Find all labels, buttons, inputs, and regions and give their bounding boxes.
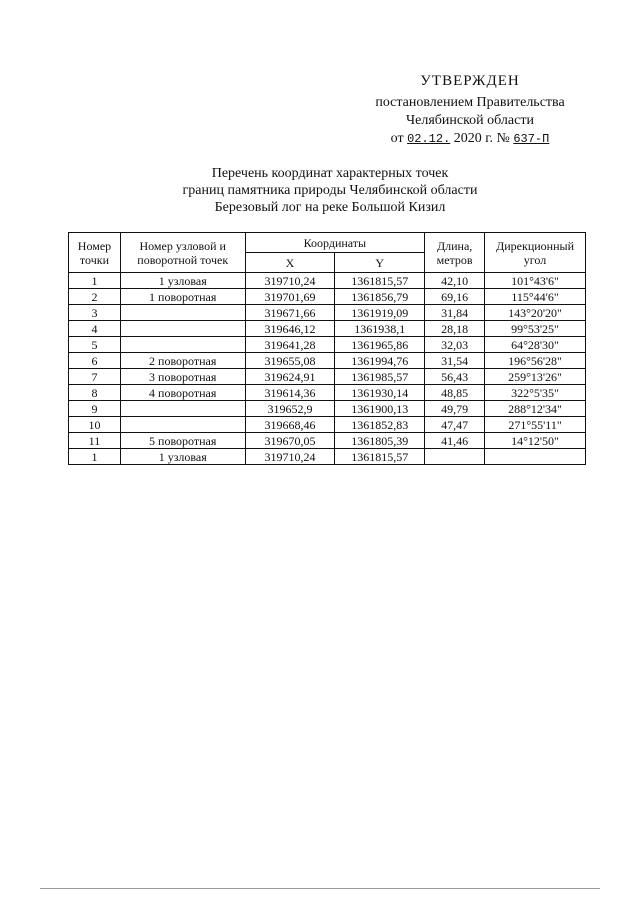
title-line1: Перечень координат характерных точек [211,166,449,181]
table-row [69,401,586,417]
page-edge-line [40,888,600,889]
cell-y: 1361805,39 [335,433,425,449]
approval-number: 637-П [513,132,550,146]
cell-node: 1 узловая [120,449,245,465]
cell-length: 49,79 [425,401,485,417]
table-row [69,289,586,305]
number-prefix: № [496,131,510,146]
document-title [120,165,540,216]
cell-angle: 115°44'6" [485,289,586,305]
header-y: Y [335,253,425,273]
cell-node: 4 поворотная [120,385,245,401]
cell-x: 319646,12 [245,321,335,337]
table-row [69,321,586,337]
approval-date: 02.12. [407,132,451,146]
cell-point-no: 1 [69,273,121,289]
cell-point-no: 7 [69,369,121,385]
cell-point-no: 1 [69,449,121,465]
approval-heading: УТВЕРЖДЕН [420,73,520,89]
approval-dateline [350,130,590,148]
cell-length: 28,18 [425,321,485,337]
table-row [69,449,586,465]
cell-length [425,449,485,465]
cell-point-no: 9 [69,401,121,417]
cell-x: 319670,05 [245,433,335,449]
cell-length: 47,47 [425,417,485,433]
cell-y: 1361994,76 [335,353,425,369]
cell-angle: 14°12'50" [485,433,586,449]
title-line2: границ памятника природы Челябинской области [182,183,478,198]
cell-point-no: 5 [69,337,121,353]
cell-x: 319671,66 [245,305,335,321]
cell-x: 319624,91 [245,369,335,385]
cell-angle: 259°13'26" [485,369,586,385]
cell-node: 5 поворотная [120,433,245,449]
cell-y: 1361930,14 [335,385,425,401]
cell-length: 31,84 [425,305,485,321]
cell-node: 1 узловая [120,273,245,289]
approval-line1: постановлением Правительства [375,95,565,110]
cell-point-no: 10 [69,417,121,433]
cell-node [120,337,245,353]
table-body [69,273,586,465]
header-length: Длина, метров [425,233,485,273]
cell-length: 32,03 [425,337,485,353]
cell-node [120,401,245,417]
cell-y: 1361815,57 [335,273,425,289]
approval-year: 2020 г. [453,131,493,146]
cell-y: 1361900,13 [335,401,425,417]
cell-angle: 143°20'20" [485,305,586,321]
cell-node: 2 поворотная [120,353,245,369]
date-prefix: от [390,131,404,146]
table-row [69,369,586,385]
cell-x: 319641,28 [245,337,335,353]
header-point-no: Номер точки [69,233,121,273]
approval-block [350,72,590,148]
cell-angle: 99°53'25" [485,321,586,337]
table-row [69,337,586,353]
cell-point-no: 8 [69,385,121,401]
cell-y: 1361856,79 [335,289,425,305]
cell-y: 1361985,57 [335,369,425,385]
cell-angle: 288°12'34" [485,401,586,417]
cell-y: 1361919,09 [335,305,425,321]
header-x: X [245,253,335,273]
cell-x: 319614,36 [245,385,335,401]
cell-y: 1361965,86 [335,337,425,353]
table-row [69,385,586,401]
table-row [69,305,586,321]
cell-point-no: 4 [69,321,121,337]
header-coords: Координаты [245,233,425,253]
cell-point-no: 11 [69,433,121,449]
cell-angle: 101°43'6" [485,273,586,289]
cell-x: 319652,9 [245,401,335,417]
cell-length: 69,16 [425,289,485,305]
cell-angle: 322°5'35" [485,385,586,401]
cell-angle: 64°28'30" [485,337,586,353]
cell-point-no: 3 [69,305,121,321]
cell-x: 319710,24 [245,449,335,465]
cell-point-no: 6 [69,353,121,369]
cell-node [120,417,245,433]
cell-y: 1361815,57 [335,449,425,465]
cell-angle [485,449,586,465]
approval-line2: Челябинской области [406,113,534,128]
cell-node: 1 поворотная [120,289,245,305]
header-angle: Дирекционный угол [485,233,586,273]
coordinates-table [68,232,586,465]
cell-angle: 271°55'11" [485,417,586,433]
cell-x: 319710,24 [245,273,335,289]
cell-angle: 196°56'28" [485,353,586,369]
cell-length: 41,46 [425,433,485,449]
cell-node [120,305,245,321]
cell-node: 3 поворотная [120,369,245,385]
table-row [69,433,586,449]
cell-length: 42,10 [425,273,485,289]
title-line3: Березовый лог на реке Большой Кизил [214,200,446,215]
table-row [69,417,586,433]
cell-y: 1361938,1 [335,321,425,337]
cell-node [120,321,245,337]
cell-y: 1361852,83 [335,417,425,433]
cell-length: 48,85 [425,385,485,401]
table-row [69,353,586,369]
cell-x: 319655,08 [245,353,335,369]
table-row [69,273,586,289]
cell-length: 56,43 [425,369,485,385]
cell-length: 31,54 [425,353,485,369]
cell-x: 319668,46 [245,417,335,433]
cell-point-no: 2 [69,289,121,305]
header-node-no: Номер узловой и поворотной точек [120,233,245,273]
cell-x: 319701,69 [245,289,335,305]
